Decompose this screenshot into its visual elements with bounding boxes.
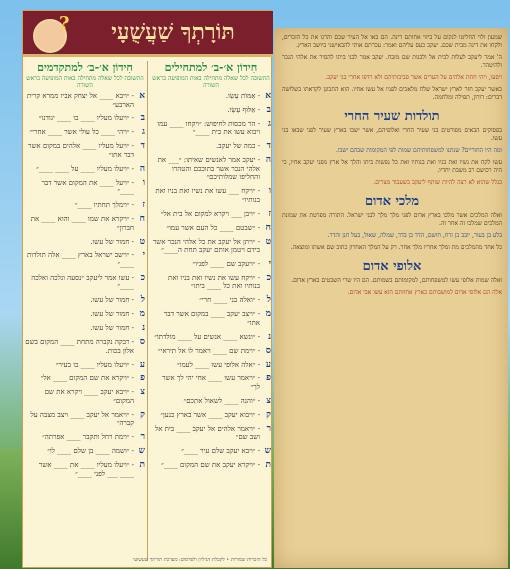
question-letter: צ	[266, 395, 271, 406]
question-list	[151, 92, 271, 470]
question-text: - ״ויעל ____ את המקום אשר דבר ____״	[41, 178, 134, 196]
question-letter: ל	[140, 295, 145, 306]
question-item	[25, 165, 145, 174]
question-letter: נ	[142, 323, 145, 334]
quiz-column-advanced	[25, 61, 145, 561]
question-text: - ״וישב ישראל בארץ ____ אלה תולדות ____״	[27, 251, 134, 268]
question-letter: ק	[266, 409, 271, 420]
question-item	[151, 447, 271, 456]
article-paragraph: כל אחד מהמלכים מת ומלך אחריו מלך אחר. רק על המלך האחרון כתוב שם אשתו ומוצאה.	[290, 244, 502, 251]
question-item	[25, 447, 145, 456]
column-heading: חִידוֹן א׳-ב׳ למתקדמים	[37, 61, 133, 74]
question-letter: ע	[265, 359, 271, 370]
article-paragraph: כאשר יעקב חזר לארץ ישראל שלח מלאכים לפניו אל עשו אחיו. הוא התכונן לקראתו בשלושה דברים: דורון, תפילה ומלחמה.	[282, 86, 502, 101]
question-item	[151, 347, 271, 356]
question-letter: ג	[268, 118, 271, 129]
question-text: - אַלּוּף עֵשָׂו.	[227, 105, 260, 114]
question-letter: ל	[266, 295, 271, 306]
title-banner	[23, 11, 273, 57]
question-item	[151, 333, 271, 342]
article-paragraph: ואלה שמות אלופי עשו למשפחותם, למקומותם בשמותם. הם היו שרי השבטים בארץ אדום.	[291, 277, 502, 284]
question-item	[25, 238, 145, 247]
section-heading: תולדות שעיר החרי	[344, 109, 440, 124]
question-item	[151, 374, 271, 391]
question-text: - ״ויעלו מעליו ____ את ____ אשר ____ ___ לפני ____״	[38, 461, 134, 478]
question-letter: צ	[140, 387, 145, 398]
question-letter: ב	[266, 104, 271, 115]
question-letter: ס	[139, 337, 145, 348]
question-letter: ת	[265, 460, 271, 471]
article-paragraph: אלה הם אלופי אדום למושבותם בארץ אחוזתם הוא עשו אבי אדום.	[347, 289, 502, 296]
article-body	[274, 28, 508, 297]
question-item	[151, 461, 271, 470]
question-text: - ״ויאמר עשו ____ אחי יהי לך אשר לך״	[162, 374, 260, 391]
question-text: - ״ויבא ____ אל יצחק אביו ממרא קרית הארבע״	[26, 92, 134, 109]
question-item	[25, 374, 145, 383]
question-letter: ד	[140, 141, 145, 152]
question-letter: ח	[139, 214, 145, 225]
question-item	[151, 187, 271, 204]
question-letter: פ	[266, 373, 271, 384]
quiz-column-beginners	[151, 61, 271, 561]
column-subheading: התשובה לכל שאלה מתחילה באות המופיעה בראש השורה	[152, 75, 270, 89]
question-text: - ״וימת רחל ותקבר ____ אפרתה״	[42, 433, 134, 442]
section-heading: מלכי אדום	[364, 194, 420, 209]
question-text: - ״ויצב יעקב ____ במקום אשר דבר אתו״	[163, 310, 260, 327]
question-text: - ״ויקרא יעקב את שם המקום ____״	[161, 461, 260, 470]
column-heading: חִידוֹן א׳-ב׳ למתחילים	[164, 61, 258, 74]
question-item	[151, 411, 271, 420]
article-paragraph: ואלה המלכים אשר מלכו בארץ אדום לפני מלך מלך לבני ישראל. התורה מפרטת את שמונת המלכים שמלכו זה אחר זה.	[282, 212, 502, 227]
question-letter: ז	[142, 200, 145, 211]
question-letter: ח	[265, 222, 271, 233]
question-text: - חמור של עשו.	[90, 310, 134, 319]
page-title: תּוֹרָתְךָ שַׁעֲשֻׁעָי	[111, 19, 235, 45]
question-item	[151, 397, 271, 406]
question-text: - ״ויעלו מעליו ____ בו בעיר״	[55, 360, 134, 369]
question-letter: ת	[139, 460, 145, 471]
question-letter: ק	[140, 409, 145, 420]
question-letter: י	[268, 258, 271, 269]
question-text: - יעקב אמר לאנשים שאיתו: ״___ את אלהי הנכר אשר בתוככם והטהרו והחליפו שמלותיכם״	[157, 156, 260, 182]
question-item	[25, 142, 145, 159]
question-item	[151, 120, 271, 137]
question-item	[25, 433, 145, 442]
question-item	[151, 238, 271, 255]
question-letter: ה	[139, 163, 145, 174]
article-paragraph: בלע בן בעור, יובב בן זרח, חושם, הדד בן בדד, שמלה, שאול, בעל חנן והדר.	[327, 232, 502, 239]
question-item	[151, 274, 271, 291]
question-text: - ״ויקח עשו את נשיו ואת בניו ואת בנותיו ואת כל ____ ביתו״	[168, 273, 260, 291]
question-item	[25, 324, 145, 333]
question-letter: ג	[142, 127, 145, 138]
question-text: - ״ונשא ____ אנשים על ____ מולדתו״	[154, 332, 260, 341]
question-list	[25, 92, 145, 478]
article-paragraph: ומה היו החוריים? שנתנו למשפחותיהם שמות לפי המקומות שבהם ישבו.	[336, 147, 502, 154]
question-text: - ״שבטם ____ כל העם אשר עמו״	[166, 223, 260, 232]
question-letter: ט	[265, 236, 271, 247]
question-text: - חמור של עשו.	[90, 237, 134, 246]
section-heading: אלופי אדום	[362, 259, 422, 274]
question-text: - רבקה נקברה מתחת ____ המקום בשם אלון בכות.	[25, 338, 134, 355]
question-text: - ״ושמה ____ בן שלם ____ לו״	[47, 447, 134, 456]
question-text: - ״והנה ____ לשאול אתכם״	[183, 396, 260, 405]
question-item	[151, 224, 271, 233]
question-item	[151, 296, 271, 305]
article-paragraph: בגלל שהוא לא רצה להיות שותף ליעקב בשעבוד מצרים.	[373, 179, 502, 186]
question-text: - חמור של עשו.	[90, 324, 134, 333]
question-item	[25, 411, 145, 428]
question-text: - ״ואלה בני ____ חרי״	[199, 296, 260, 305]
question-letter: ש	[264, 446, 271, 457]
question-item	[151, 106, 271, 115]
question-text: - ״ויעלו מעליו ____ בו ____ יגודנו״	[38, 114, 134, 123]
quiz-panel	[22, 10, 272, 568]
question-letter: ר	[266, 423, 271, 434]
question-item	[25, 179, 145, 196]
parchment-article	[274, 28, 508, 568]
question-text: - ״ויעקב שם ____ לפניו״	[192, 259, 260, 268]
question-item	[151, 210, 271, 219]
question-item	[25, 251, 145, 268]
question-letter: ש	[138, 446, 145, 457]
question-letter: א	[139, 91, 145, 101]
question-text: - אַמּוֹת עֵשָׂו.	[225, 92, 260, 100]
question-text: - ״ויאמר אלהים אל יעקב ____ בית אל ושב שם״	[154, 424, 260, 442]
question-item	[25, 215, 145, 232]
question-letter: י	[142, 250, 145, 261]
question-item	[25, 310, 145, 319]
question-text: - ״אלה אלופי עשו ____ לעמו״	[177, 360, 260, 369]
question-item	[25, 274, 145, 291]
question-letter: מ	[265, 309, 271, 320]
question-text: - ״ויבא יעקב ____ ויקרא את שם המקום״	[44, 388, 134, 405]
footnote: כל הזכויות שמורות • לקבלת הגיליון ולפרסום: מערכת תורתך שעשועי	[132, 557, 267, 563]
article-paragraph: ויסעו, ויהי חתת אלהים על הערים אשר סביבותיהם ולא רדפו אחרי בני יעקב.	[325, 74, 502, 81]
question-item	[25, 338, 145, 355]
question-letter: כ	[266, 272, 271, 283]
question-text: - ״ויעל מעליו ____ אלהים במקום אשר דבר אתו״	[28, 142, 134, 159]
question-letter: א	[265, 91, 271, 101]
question-text: - ״ויתן אל יעקב את כל אלהי הנכר אשר בידם ויטמן אותם יעקב תחת ה____״	[152, 237, 260, 255]
question-text: - ״וימלך תחתיו ____״	[74, 201, 134, 210]
article-paragraph: ה' אמר ליעקב לעלות לבית אל ולבנות שם מזבח. יעקב אמר לבני ביתו להסיר את אלהי הנכר ולהיטהר.	[282, 54, 502, 69]
question-item	[25, 296, 145, 305]
question-item	[151, 260, 271, 269]
column-subheading: התשובה לכל שאלה מתחילה באות המופיעה בראש השורה	[26, 75, 144, 89]
question-item	[25, 114, 145, 123]
question-item	[151, 92, 271, 101]
question-letter: מ	[139, 309, 145, 320]
article-paragraph: עשו לקח את נשיו ואת בניו ואת בנותיו ואת כל נפשות ביתו והלך אל ארץ מפני יעקב אחיו, כי היה רכושם רב משבת יחדיו.	[282, 159, 502, 174]
column-divider	[147, 61, 148, 561]
question-mark-icon: ?	[59, 13, 70, 34]
question-item	[25, 388, 145, 405]
question-letter: נ	[268, 331, 271, 342]
question-letter: ו	[268, 186, 271, 197]
question-item	[25, 201, 145, 210]
question-text: - ״ויבוא יעקב ____ אשר בארץ כנען״	[160, 410, 260, 419]
question-text: - ״ויהי ____ כל עולי אשר ____ אחרי״	[29, 128, 134, 137]
question-letter: ס	[265, 345, 271, 356]
question-text: - ״ויקח ___ עשו את נשיו ואת בניו ואת בנותיו״	[155, 187, 260, 204]
question-text: - ״ויבא יעקב שלם עיר ____״	[181, 447, 260, 456]
question-letter: כ	[140, 272, 145, 283]
question-text: - הר מכסות לחיפוש: ״ויקחו ____ עמו ויבוא עשו את בית ____״	[157, 119, 260, 137]
question-text: - ״ויקרא את שמו ____ והוא ____ את חברון״	[30, 215, 134, 232]
question-text: - ״ויעלו מעליו ____ על ____ ____״	[36, 164, 134, 173]
question-item	[151, 361, 271, 370]
article-paragraph: שמעון ולוי החליטו לנקום על ביזוי אחותם דינה. הם באו אל העיר שכם והרגו את כל הזכרים, ולקחו את דינה מבית שכם. יעקב כעס עליהם ואמר: עכרתם אותי להבאישני ביושב הארץ.	[282, 34, 502, 49]
question-letter: ה	[265, 155, 271, 166]
question-text: - חמור של עשו.	[90, 296, 134, 305]
question-item	[25, 128, 145, 137]
question-text: - ״ויבן ___ ויקרא למקום אל בית אל״	[160, 209, 260, 218]
question-item	[151, 156, 271, 182]
question-item	[25, 361, 145, 370]
article-paragraph: בפסוקים הבאים מפורטים בני שעיר החרי ואלופיהם, אשר ישבו בארץ שעיר לפני שבאו בני עשו.	[282, 127, 502, 142]
question-text: - ״ויאמר אל יעקב ____ ויצב מצבה על קברה״	[30, 410, 134, 428]
question-text: - ״ויקרא את שם המקום ____ אל״	[40, 374, 134, 383]
question-letter: ב	[140, 113, 145, 124]
worksheet-page	[22, 10, 508, 568]
question-item	[25, 461, 145, 478]
question-letter: ו	[142, 177, 145, 188]
question-item	[151, 142, 271, 151]
question-letter: ז	[268, 208, 271, 219]
question-text: - עשו אמר ליעקב ״נסעה ונלכה ואלכה ____״	[31, 273, 134, 291]
question-letter: ט	[139, 236, 145, 247]
question-letter: ע	[139, 359, 145, 370]
question-item	[25, 92, 145, 109]
question-letter: ד	[266, 141, 271, 152]
question-text: - ״וימת שם ____ ויאמר לו אל תיראי״	[157, 346, 260, 355]
question-text: - כמה של יעקב.	[215, 142, 260, 151]
question-item	[151, 425, 271, 442]
question-letter: פ	[140, 373, 145, 384]
question-letter: ר	[140, 432, 145, 443]
question-item	[151, 310, 271, 327]
